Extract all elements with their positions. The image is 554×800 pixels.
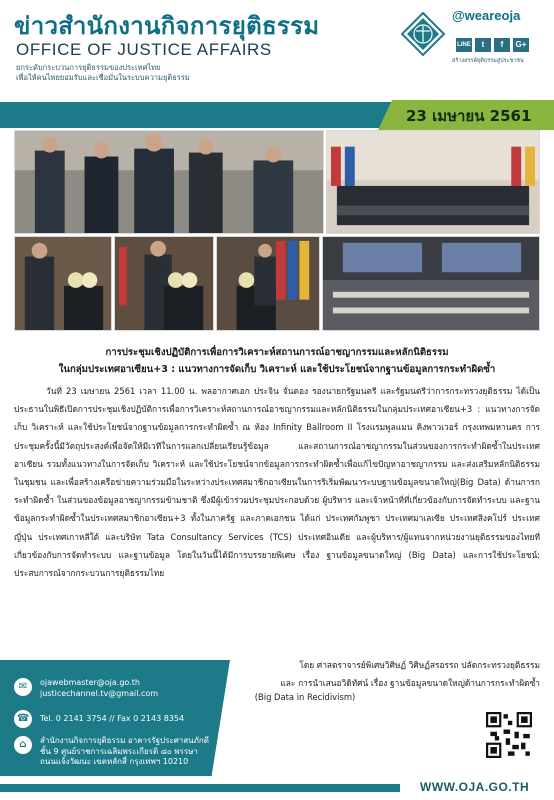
footer-address-row	[14, 736, 209, 768]
twitter-icon[interactable]: t	[475, 38, 491, 52]
footer-address-3: ถนนแจ้งวัฒนะ เขตหลักสี่ กรุงเทพฯ 10210	[40, 757, 189, 766]
header	[0, 0, 554, 82]
mail-icon: ✉	[14, 678, 32, 696]
google-plus-icon[interactable]: G+	[513, 38, 529, 52]
article-signature-line-1: โดย ศาสตราจารย์พิเศษวิศิษฏ์ วิศิษฏ์สรอรรถ ปลัดกระทรวงยุติธรรม	[299, 660, 540, 670]
slogan-line-1: ยกระดับกระบวนการยุติธรรมของประเทศไทย	[16, 63, 161, 72]
page-title-english: OFFICE OF JUSTICE AFFAIRS	[16, 40, 272, 59]
headline-line-1: การประชุมเชิงปฏิบัติการเพื่อการวิเคราะห์สถานการณ์อาชญากรรมและหลักนิติธรรม	[105, 347, 449, 358]
photo-speaker-podium-2	[114, 236, 214, 331]
headline-line-2: ในกลุ่มประเทศอาเซียน+3 : แนวทางการจัดเก็บ วิเคราะห์ และใช้ประโยชน์จากฐานข้อมูลการกระทำผิดซ้ำ	[58, 364, 496, 375]
article-signature-line-2: และ การนำเสนอวิดิทัศน์ เรื่อง ฐานข้อมูลขนาดใหญ่ด้านการกระทำผิดซ้ำ	[280, 678, 540, 688]
social-caption: สร้างสรรค์ยุติธรรมสู่ประชาชน	[452, 58, 524, 64]
footer-address-1: สำนักงานกิจการยุติธรรม อาคารรัฐประศาสนภักดี	[40, 736, 209, 745]
footer-email-1[interactable]: ojawebmaster@oja.go.th	[40, 678, 140, 687]
phone-icon: ☎	[14, 710, 32, 728]
photo-speaker-podium-1	[14, 236, 112, 331]
line-icon[interactable]: LINE	[456, 38, 472, 52]
date-label: 23 เมษายน 2561	[406, 107, 532, 125]
photo-group-with-flags	[326, 130, 540, 234]
photo-officials-walking	[14, 130, 324, 234]
photo-speaker-with-flags	[216, 236, 320, 331]
oja-logo-icon	[401, 12, 445, 56]
article-body: วันที่ 23 เมษายน 2561 เวลา 11.00 น. พลอากาศเอก ประจิน จั่นตอง รองนายกรัฐมนตรี และรัฐมนตรีว่าการกระทรวงยุติธรรม ได้เป็นประธานในพิธีเปิดการประชุมเชิงปฏิบัติการเพื่อการวิเคราะห์สถานการณ์อาชญากรรมและหลักนิติธรรมในกลุ่มประเทศอาเซียน+3 : แนวทางการจัดเก็บ วิเคราะห์ และใช้ประโยชน์จากฐานข้อมูลการกระทำผิดซ้ำ ณ ห้อง Infinity Ballroom II โรงแรมพูลแมน คิงพาวเวอร์ กรุงเทพมหานคร การประชุมครั้งนี้มีวัตถุประสงค์เพื่อจัดให้มีเวทีในการแลกเปลี่ยนเรียนรู้ข้อมูล และสถานการณ์อาชญากรรมในส่วนของการกระทำผิดซ้ำในประเทศอาเซียน รวมทั้งแนวทางในการจัดเก็บ วิเคราะห์ และใช้ประโยชน์จากข้อมูลการกระทำผิดซ้ำเพื่อแก้ไขปัญหาอาชญากรรม และส่งเสริมหลักนิติธรรมในชุมชน และเพื่อสร้างเครือข่ายความร่วมมือในระหว่างประเทศสมาชิกอาเซียนในการริเริ่มพัฒนาระบบฐานข้อมูลขนาดใหญ่(Big Data) ด้านการกระทำผิดซ้ำ ในส่วนของข้อมูลอาชญากรรมข้ามชาติ ซึ่งมีผู้เข้าร่วมประชุมประกอบด้วย ผู้บริหาร และเจ้าหน้าที่ที่เกี่ยวข้องกับการจัดทำระบบ และฐานข้อมูลกระทำผิดซ้ำในประเทศสมาชิกอาเซียน+3 ทั้งในภาครัฐ และภาคเอกชน ได้แก่ ประเทศกัมพูชา ประเทศมาเลเซีย ประเทศสิงคโปร์ ประเทศญี่ปุ่น ประเทศเกาหลีใต้ และบริษัท Tata Consultancy Services (TCS) ประเทศอินเดีย และผู้บริหาร/ผู้แทนจากหน่วยงานยุติธรรมของไทยที่เกี่ยวข้องกับการจัดทำระบบ และฐานข้อมูล โดยในวันนี้ได้มีการบรรยายพิเศษ เรื่อง ฐานข้อมูลขนาดใหญ่ (Big Data) และการใช้ประโยชน์: ประสบการณ์จากกระบวนการยุติธรรมไทย	[14, 386, 540, 579]
photo-conference-hall	[322, 236, 540, 331]
qr-code-icon[interactable]	[486, 712, 532, 758]
social-icons	[456, 38, 529, 52]
bottom-stripe	[0, 784, 400, 792]
footer-address-2: ชั้น 9 ศูนย์ราชการเฉลิมพระเกียรติ ๘๐ พรรษา	[40, 746, 198, 756]
page-title-thai: ข่าวสำนักงานกิจการยุติธรรม	[14, 12, 320, 40]
footer-email-row	[14, 678, 158, 699]
home-icon: ⌂	[14, 736, 32, 754]
slogan-line-2: เพื่อให้คนไทยยอมรับและเชื่อมั่นในระบบความยุติธรรม	[16, 73, 190, 82]
social-handle: @weareoja	[452, 8, 521, 23]
article-headline	[14, 344, 540, 378]
footer-phone-row	[14, 710, 184, 728]
footer-email-2[interactable]: justicechannel.tv@gmail.com	[40, 688, 159, 698]
website-link[interactable]: WWW.OJA.GO.TH	[420, 780, 530, 794]
facebook-icon[interactable]: f	[494, 38, 510, 52]
slogan	[16, 63, 190, 83]
footer-phone: Tel. 0 2141 3754 // Fax 0 2143 8354	[40, 714, 185, 723]
article-signature-line-3: (Big Data in Recidivism)	[254, 692, 356, 702]
